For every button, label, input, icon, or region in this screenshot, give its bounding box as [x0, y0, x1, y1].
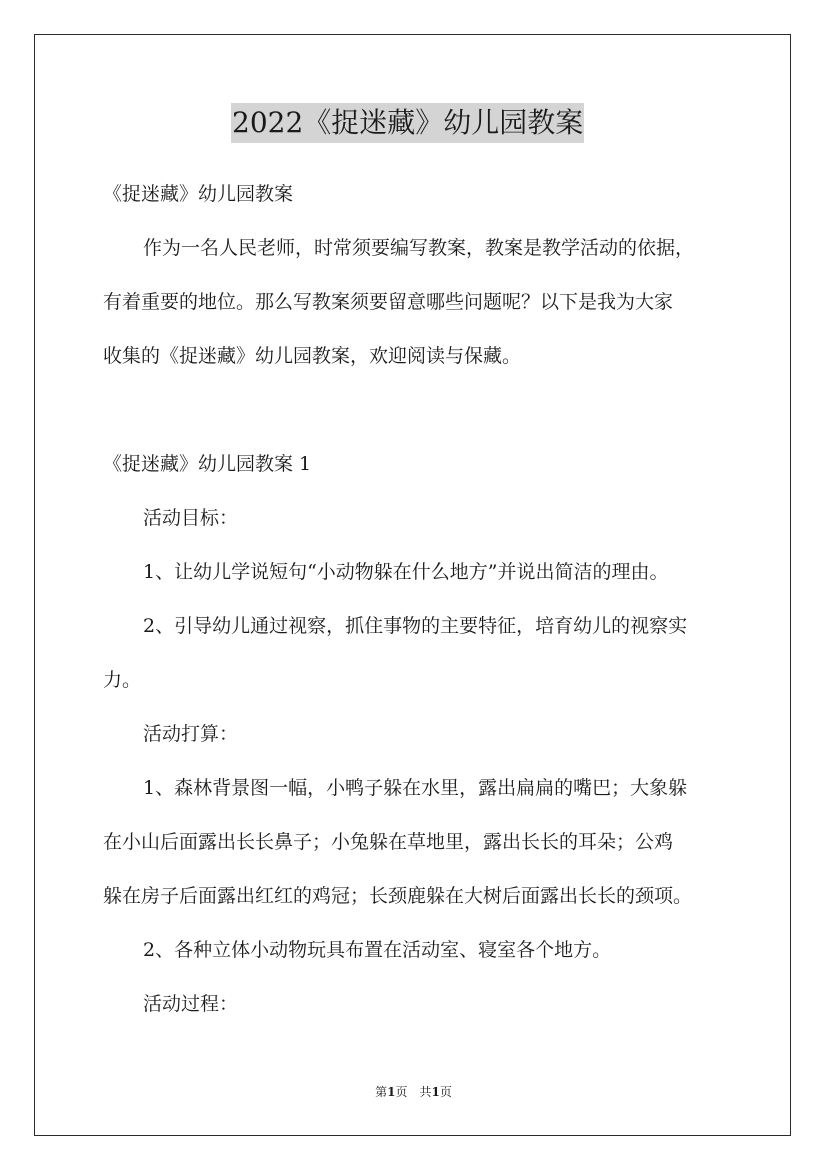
goal-item-1: 1、让幼儿学说短句“小动物躲在什么地方”并说出简洁的理由。: [143, 561, 669, 583]
page-label-suffix: 页: [439, 1085, 452, 1099]
prep-heading: 活动打算：: [143, 723, 239, 745]
total-page-number: 1: [431, 1085, 440, 1099]
goal-item-2-line-2: 力。: [103, 669, 142, 691]
intro-line-2: 有着重要的地位。那么写教案须要留意哪些问题呢？以下是我为大家: [103, 291, 674, 313]
prep-item-2: 2、各种立体小动物玩具布置在活动室、寝室各个地方。: [143, 939, 612, 961]
prep-item-1-line-3: 躲在房子后面露出红红的鸡冠；长颈鹿躲在大树后面露出长长的颈项。: [103, 885, 693, 907]
intro-line-1: 作为一名人民老师，时常须要编写教案，教案是教学活动的依据，: [143, 237, 695, 259]
document-title: 2022《捉迷藏》幼儿园教案: [231, 103, 584, 143]
prep-item-1-line-1: 1、森林背景图一幅，小鸭子躲在水里，露出扁扁的嘴巴；大象躲: [143, 777, 688, 799]
page-label-middle: 页 共: [395, 1085, 432, 1099]
current-page-number: 1: [387, 1085, 396, 1099]
page-label-prefix: 第: [375, 1085, 388, 1099]
goal-item-2-line-1: 2、引导幼儿通过视察，抓住事物的主要特征，培育幼儿的视察实: [143, 615, 688, 637]
process-heading: 活动过程：: [143, 993, 239, 1015]
intro-line-3: 收集的《捉迷藏》幼儿园教案，欢迎阅读与保藏。: [103, 345, 522, 367]
page-footer: [0, 1084, 827, 1100]
prep-item-1-line-2: 在小山后面露出长长鼻子；小兔躲在草地里，露出长长的耳朵；公鸡: [103, 831, 674, 853]
goal-heading: 活动目标：: [143, 507, 239, 529]
document-subtitle: 《捉迷藏》幼儿园教案: [103, 183, 294, 205]
section-heading: 《捉迷藏》幼儿园教案 1: [103, 453, 312, 475]
